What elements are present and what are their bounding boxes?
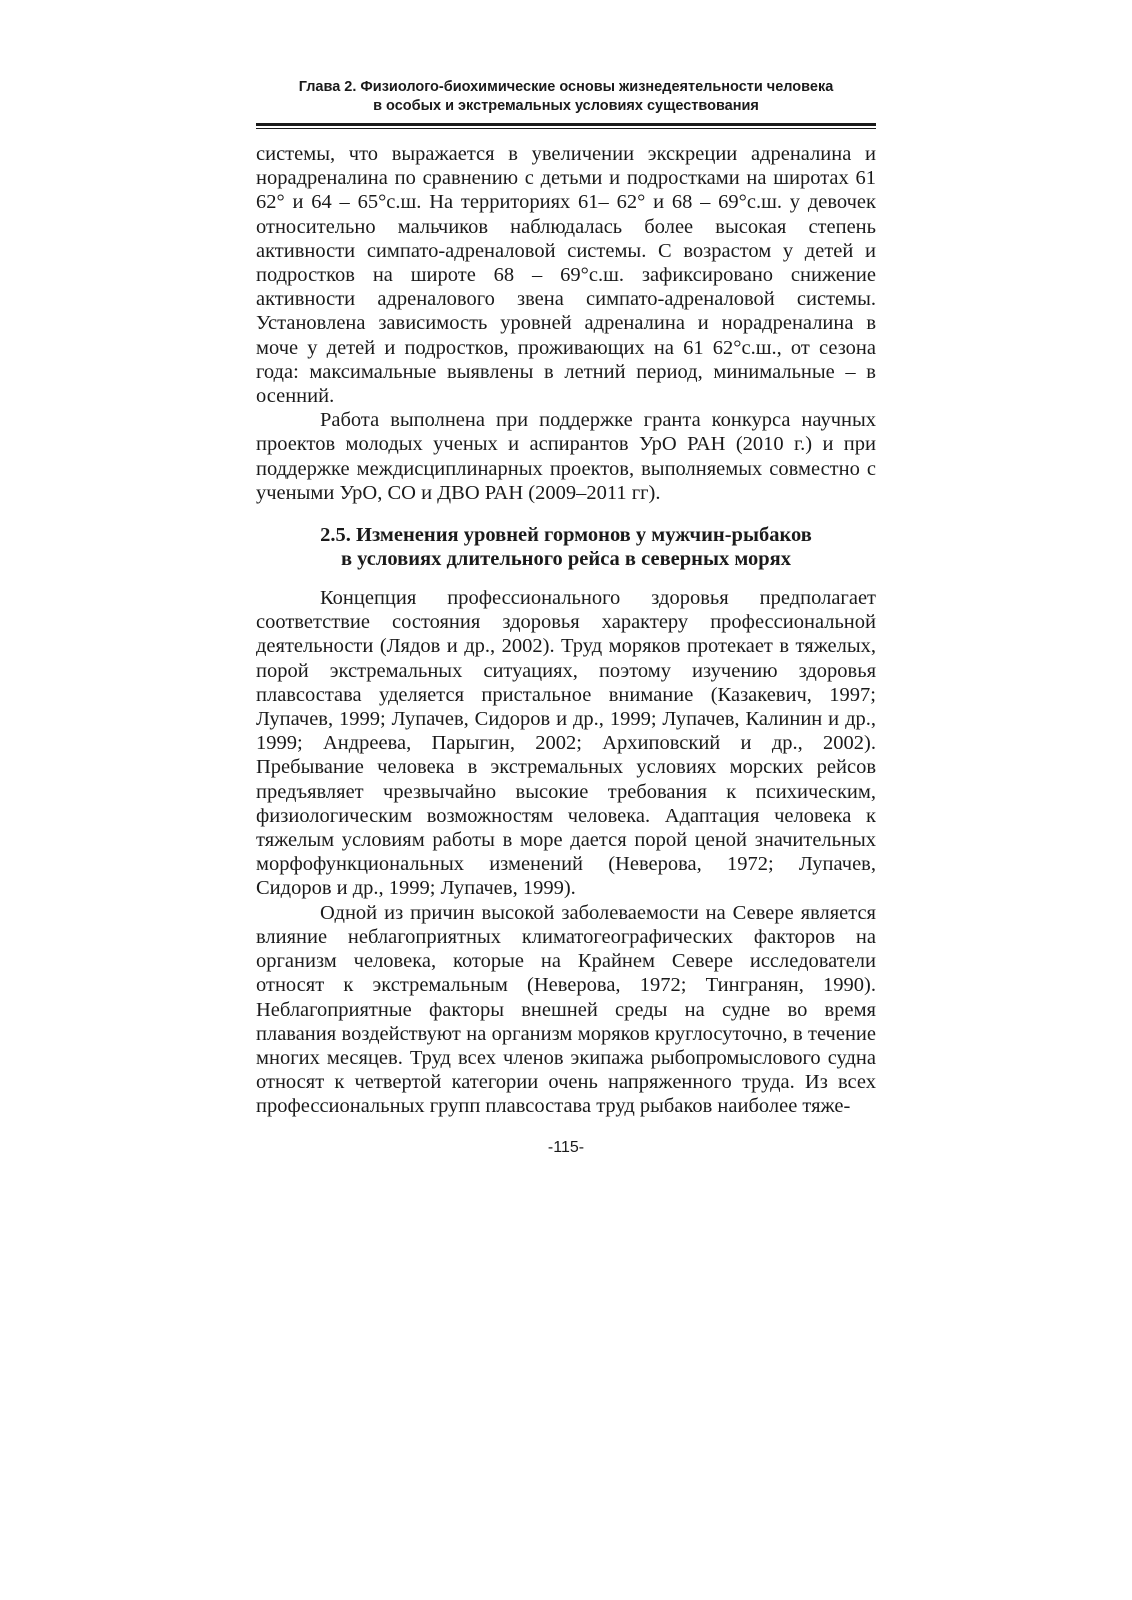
running-header xyxy=(256,78,876,116)
section-title xyxy=(256,523,876,571)
paragraph-continued: системы, что выражается в увеличении экскреции адреналина и норадреналина по сравнению с детьми и подростками на широтах 61 62° и 64 – 65°с.ш. На территориях 61– 62° и 68 – 69°с.ш. у девочек относительно мальчиков наблюдалась более высокая степень активности симпато-адреналовой системы. С возрастом у детей и подростков на широте 68 – 69°с.ш. зафиксировано снижение активности адреналового звена симпато-адреналовой системы. Установлена зависимость уровней адреналина и норадреналина в моче у детей и подростков, проживающих на 61 62°с.ш., от сезона года: максимальные выявлены в летний период, минимальные – в осенний. xyxy=(256,143,876,408)
page-number: -115- xyxy=(547,1138,585,1156)
running-header-line-1: Глава 2. Физиолого-биохимические основы жизнедеятельности человека xyxy=(298,79,834,95)
section-title-line-2: в условиях длительного рейса в северных морях xyxy=(340,548,792,571)
section-title-line-1: 2.5. Изменения уровней гормонов у мужчин-рыбаков xyxy=(320,524,812,547)
header-double-rule xyxy=(256,123,876,129)
book-page xyxy=(256,78,876,1157)
running-header-line-2: в особых и экстремальных условиях существования xyxy=(373,98,759,114)
paragraph-acknowledgement: Работа выполнена при поддержке гранта конкурса научных проектов молодых ученых и аспирантов УрО РАН (2010 г.) и при поддержке междисциплинарных проектов, выполняемых совместно с учеными УрО, СО и ДВО РАН (2009–2011 гг). xyxy=(256,409,876,504)
paragraph-north-factors: Одной из причин высокой заболеваемости на Севере является влияние неблагоприятных климатогеографических факторов на организм человека, которые на Крайнем Севере исследователи относят к экстремальным (Неверова, 1972; Тингранян, 1990). Неблагоприятные факторы внешней среды на судне во время плавания воздействуют на организм моряков круглосуточно, в течение многих месяцев. Труд всех членов экипажа рыбопромыслового судна относят к четвертой категории очень напряженного труда. Из всех профессиональных групп плавсостава труд рыбаков наиболее тяже- xyxy=(256,901,876,1118)
paragraph-professional-health: Концепция профессионального здоровья предполагает соответствие состояния здоровья характеру профессиональной деятельности (Лядов и др., 2002). Труд моряков протекает в тяжелых, порой экстремальных ситуациях, поэтому изучению здоровья плавсостава уделяется пристальное внимание (Казакевич, 1997; Лупачев, 1999; Лупачев, Сидоров и др., 1999; Лупачев, Калинин и др., 1999; Андреева, Парыгин, 2002; Архиповский и др., 2002). Пребывание человека в экстремальных условиях морских рейсов предъявляет чрезвычайно высокие требования к психическим, физиологическим возможностям человека. Адаптация человека к тяжелым условиям работы в море дается порой ценой значительных морфофункциональных изменений (Неверова, 1972; Лупачев, Сидоров и др., 1999; Лупачев, 1999). xyxy=(256,587,876,900)
